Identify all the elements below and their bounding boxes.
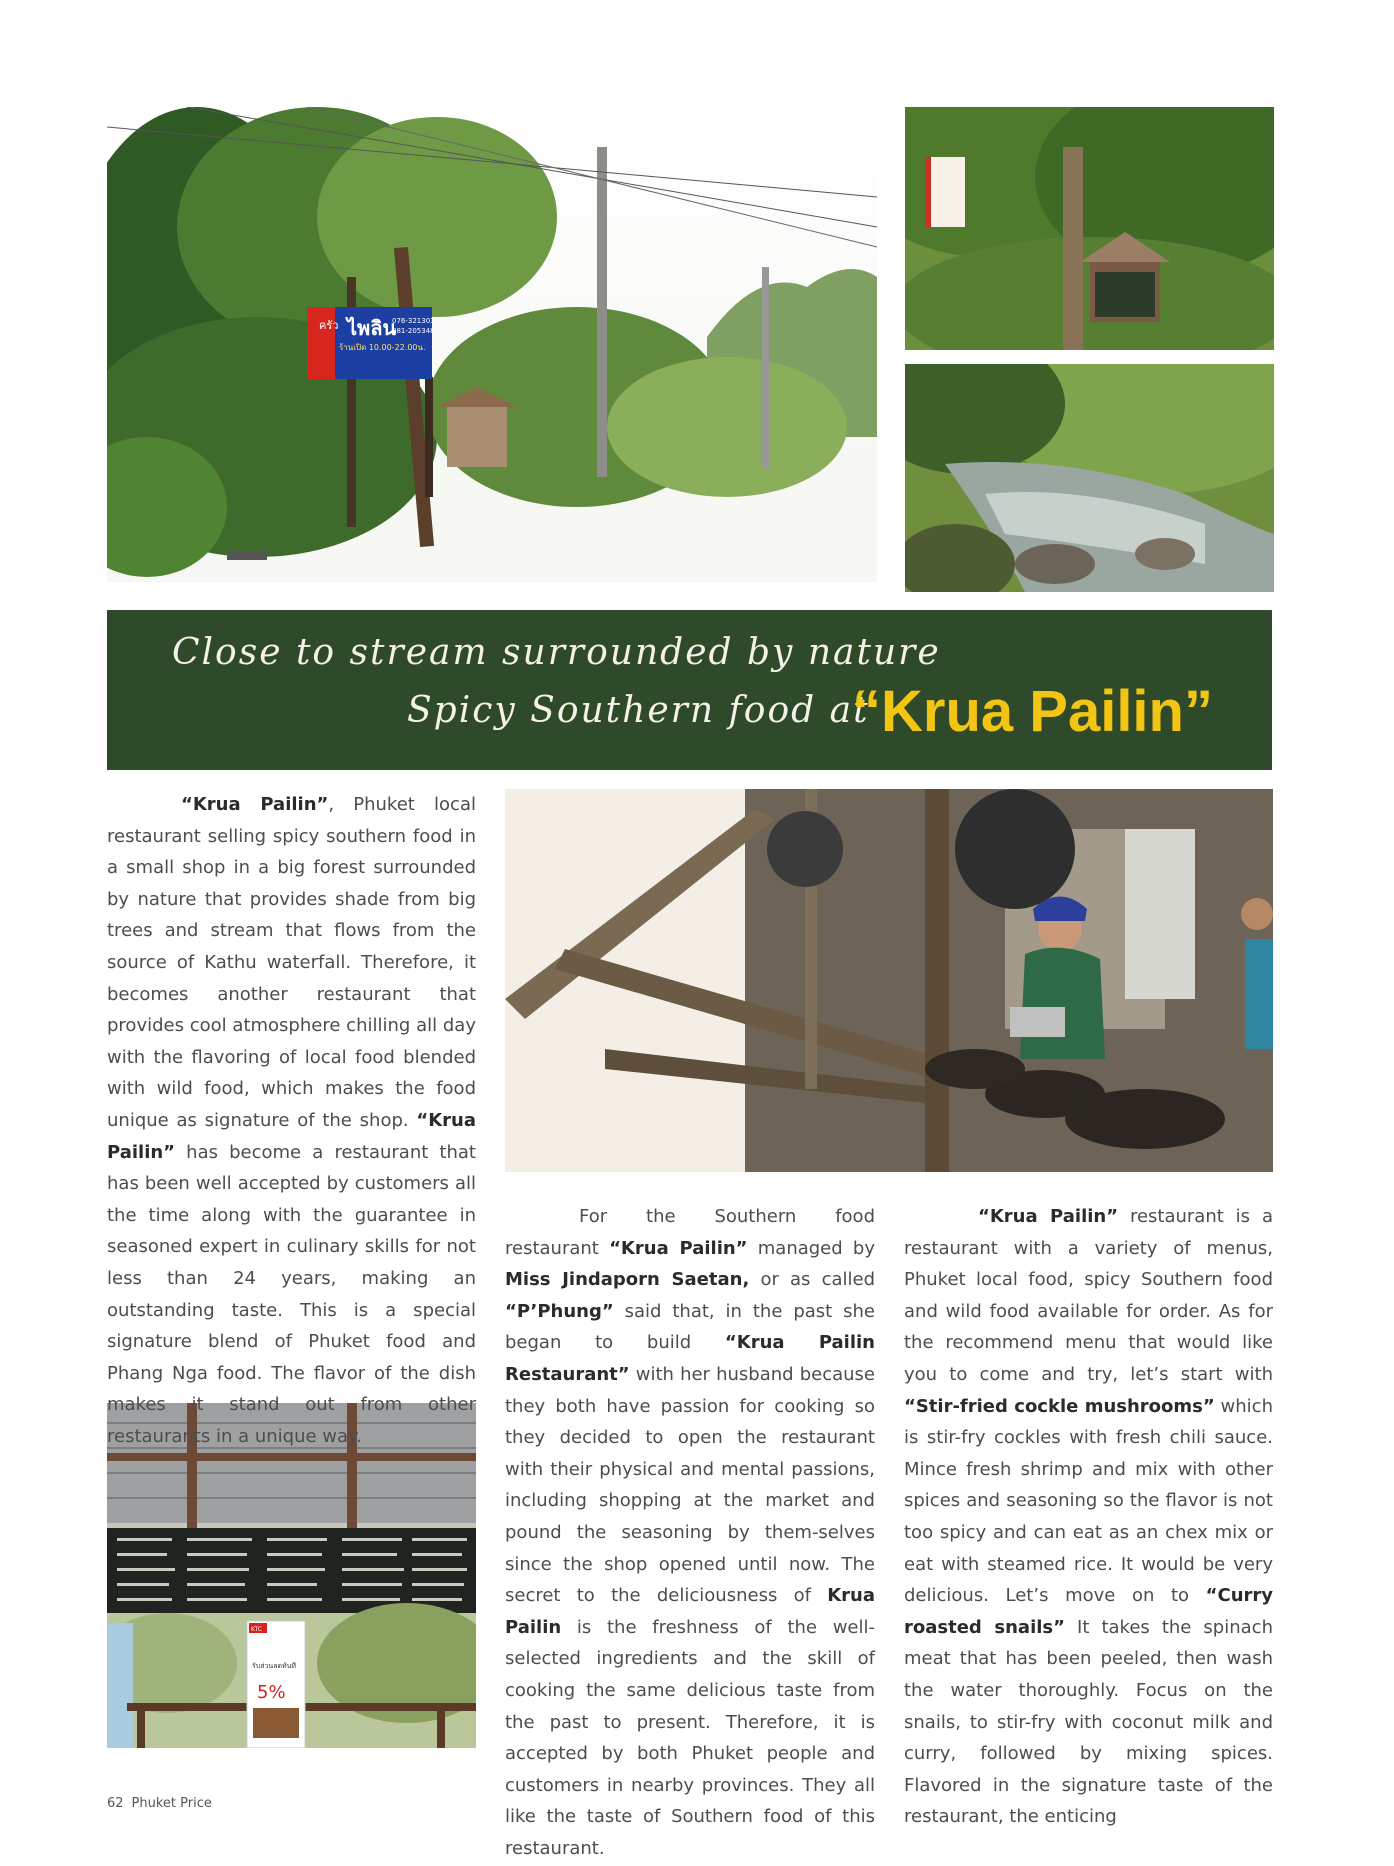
sign-small-text: ครัว: [319, 319, 339, 332]
article-column-1: [107, 789, 476, 1452]
banner-line-1: Close to stream surrounded by nature: [172, 632, 941, 673]
col3-text-1: restaurant is a restaurant with a variety of menus, Phuket local food, spicy Southern food and wild food available for order. As for the recommend menu that would like you to come and try, let’s start with: [904, 1206, 1273, 1385]
banner-brand: “Krua Pailin”: [852, 679, 1213, 744]
promo-percent: 5%: [257, 1682, 286, 1703]
col2-bold-5: Krua Pailin: [505, 1585, 875, 1638]
col3-bold-1: “Krua Pailin”: [978, 1206, 1119, 1227]
promo-thai: รับส่วนลดทันที: [252, 1662, 297, 1670]
col1-bold-1: “Krua Pailin”: [181, 794, 329, 815]
page-footer: [107, 1796, 220, 1811]
menu-photo: [107, 1403, 476, 1748]
kitchen-photo: [505, 789, 1273, 1172]
col2-bold-1: “Krua Pailin”: [609, 1237, 748, 1259]
sign-thai-text: ไพลิน: [347, 316, 397, 340]
col1-text-1: , Phuket local restaurant selling spicy southern food in a small shop in a big forest surrounded by nature that provides shade from big trees and stream that flows from the source of Kathu waterfall. Therefore, it becomes another restaurant that provides cool atmosphere chilling all day with the flavoring of local food blended with wild food, which makes the food unique as signature of the shop.: [107, 794, 476, 1131]
col3-bold-3: “Curry roasted snails”: [904, 1585, 1273, 1638]
publication-name: Phuket Price: [131, 1796, 212, 1811]
page-number: 62: [107, 1796, 124, 1811]
col1-bold-2: “Krua Pailin”: [107, 1109, 476, 1163]
col3-bold-2: “Stir-fried cockle mushrooms”: [904, 1395, 1215, 1417]
stream-photo: [905, 364, 1274, 592]
col2-text-3: or as called: [749, 1269, 876, 1291]
banner-line-2: Spicy Southern food at: [407, 690, 870, 731]
col2-text-2: managed by: [747, 1237, 875, 1259]
col2-bold-3: “P’Phung”: [505, 1300, 614, 1322]
sign-phone-2: 081-2053481: [392, 327, 440, 335]
col2-text-6: is the freshness of the well-selected ingredients and the skill of cooking the same delicious taste from the past to present. Therefore, it is accepted by both Phuket people and customers in nearby provinces. They all like the taste of Southern food of this restaurant.: [505, 1616, 875, 1859]
sign-hours: ร้านเปิด 10.00-22.00น.: [339, 343, 426, 352]
hut-photo: [905, 107, 1274, 350]
roadside-photo: [107, 107, 877, 582]
col3-text-3: It takes the spinach meat that has been peeled, then wash the water thoroughly. Focus on the snails, to stir-fry with coconut milk and curry, followed by mixing spices. Flavored in the signature taste of the restaurant, the enticing: [904, 1616, 1273, 1828]
title-banner: [107, 610, 1272, 770]
col2-text-4: said that, in the past she began to build: [505, 1300, 875, 1354]
col3-text-2: which is stir-fry cockles with fresh chili sauce. Mince fresh shrimp and mix with other spices and seasoning so the flavor is not too spicy and can eat as an chex mix or eat with steamed rice. It would be very delicious. Let’s move on to: [904, 1395, 1273, 1607]
col2-text-5: with her husband because they both have passion for cooking so they decided to open the restaurant with their physical and mental passions, including shopping at the market and pound the seasoning by them-selves since the shop opened until now. The secret to the deliciousness of: [505, 1363, 875, 1607]
col2-bold-2: Miss Jindaporn Saetan,: [505, 1269, 750, 1291]
article-column-3: [904, 1201, 1273, 1833]
col1-text-2: has become a restaurant that has been well accepted by customers all the time along with the guarantee in seasoned expert in culinary skills for not less than 24 years, making an outstanding taste. This is a special signature blend of Phuket food and Phang Nga food. The flavor of the dish makes it stand out from other restaurants in a unique way.: [107, 1141, 476, 1447]
col2-bold-4: “Krua Pailin Restaurant”: [505, 1332, 875, 1385]
sign-phone-1: 076-321303: [392, 317, 435, 325]
article-column-2: [505, 1201, 875, 1864]
promo-logo: KTC: [251, 1626, 262, 1633]
col2-text-1: For the Southern food restaurant: [505, 1206, 875, 1259]
